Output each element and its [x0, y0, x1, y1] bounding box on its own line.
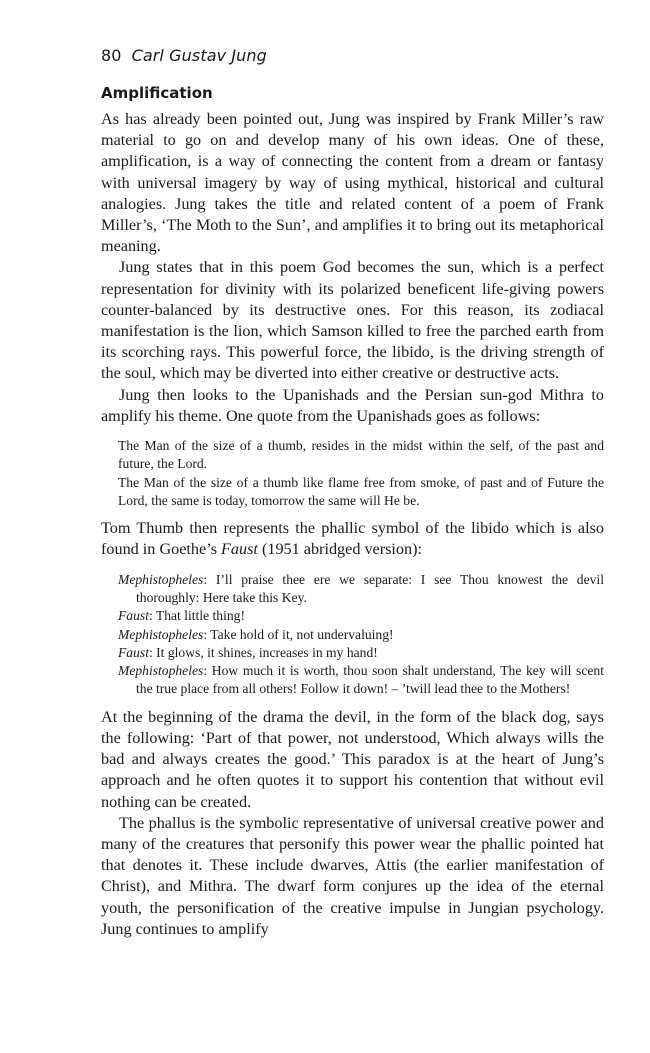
dialogue-turn: Mephistopheles: Take hold of it, not undervaluing!	[118, 626, 394, 642]
work-title: Faust	[221, 540, 258, 559]
paragraph: As has already been pointed out, Jung was inspired by Frank Miller’s raw material to go on and develop many of his own ideas. One of these, amplification, is a way of connecting the content from a dream or fantasy with universal imagery by way of using mythical, historical and cultural analogies. Jung takes the title and related content of a poem of Frank Miller’s, ‘The Moth to the Sun’, and amplifies it to bring out its metaphorical meaning.	[101, 110, 604, 256]
running-title: Carl Gustav Jung	[131, 46, 267, 65]
dialogue-turn: Faust: It glows, it shines, increases in my hand!	[118, 644, 378, 660]
paragraph: The phallus is the symbolic representative of universal creative power and many of the creatures that personify this power wear the phallic pointed hat that denotes it. These include dwarves, Attis (the earlier manifestation of Christ), and Mithra. The dwarf form conjures up the idea of the eternal youth, the personification of the creative impulse in Jungian psychology. Jung continues to amplify	[101, 813, 604, 938]
speaker-name: Mephistopheles	[118, 663, 204, 679]
speaker-name: Faust	[118, 644, 149, 660]
quote-line: The Man of the size of a thumb, resides in the midst within the self, of the past and future, the Lord.	[118, 438, 604, 472]
faust-dialogue	[118, 571, 604, 699]
dialogue-line: Take hold of it, not undervaluing!	[210, 626, 394, 642]
dialogue-line: I’ll praise thee ere we separate: I see Thou knowest the devil thoroughly: Here take this Key.	[136, 571, 604, 605]
section-heading: Amplification	[101, 84, 213, 102]
running-header	[101, 44, 604, 68]
page-number: 80	[101, 46, 122, 65]
dialogue-turn: Faust: That little thing!	[118, 608, 246, 624]
dialogue-turn: Mephistopheles: How much it is worth, thou soon shalt understand, The key will scent the true place from all others! Follow it down! – ’twill lead thee to the Mothers!	[118, 663, 604, 697]
paragraph	[101, 518, 604, 560]
dialogue-line: It glows, it shines, increases in my hand!	[156, 644, 378, 660]
speaker-name: Mephistopheles	[118, 571, 204, 587]
paragraph: Jung then looks to the Upanishads and the Persian sun-god Mithra to amplify his theme. One quote from the Upanishads goes as follows:	[101, 385, 604, 425]
book-page	[101, 44, 604, 940]
dialogue-line: How much it is worth, thou soon shalt understand, The key will scent the true place from all others! Follow it down! – ’twill lead thee to the Mothers!	[136, 663, 604, 697]
paragraph: At the beginning of the drama the devil, in the form of the black dog, says the following: ‘Part of that power, not understood, Which always wills the bad and always creates the good.’ This paradox is at the heart of Jung’s approach and he often quotes it to support his contention that without evil nothing can be created.	[101, 707, 604, 811]
speaker-name: Mephistopheles	[118, 626, 204, 642]
dialogue-turn: Mephistopheles: I’ll praise thee ere we separate: I see Thou knowest the devil thoroughly: Here take this Key.	[118, 571, 604, 605]
paragraph: Jung states that in this poem God becomes the sun, which is a perfect representation for divinity with its polarized beneficent life-giving powers counter-balanced by its destructive ones. For this reason, its zodiacal manifestation is the lion, which Samson killed to free the parched earth from its scorching rays. This powerful force, the libido, is the driving strength of the soul, which may be diverted into either creative or destructive acts.	[101, 258, 604, 383]
speaker-name: Faust	[118, 608, 149, 624]
dialogue-line: That little thing!	[155, 608, 246, 624]
quote-line: The Man of the size of a thumb like flame free from smoke, of past and of Future the Lord, the same is today, tomorrow the same will He be.	[118, 474, 604, 508]
text-run: (1951 abridged version):	[257, 540, 423, 559]
upanishads-quote	[118, 437, 604, 510]
text-run: Tom Thumb then represents the phallic symbol of the libido which is also found in Goethe’s	[101, 519, 604, 559]
